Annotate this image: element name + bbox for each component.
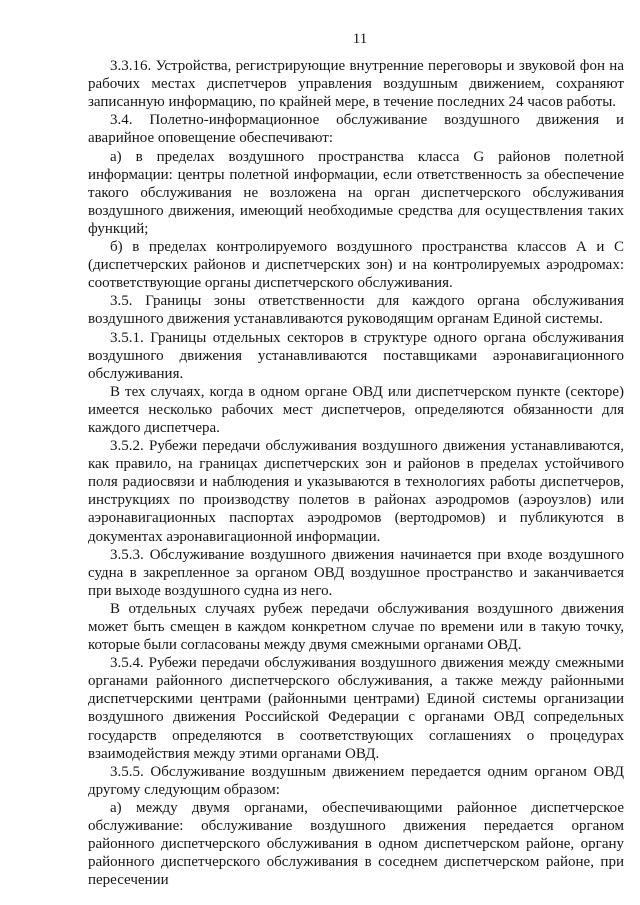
- paragraph-3-4-a: а) в пределах воздушного пространства класса G районов полетной информации: центры полетной информации, если ответственность за обеспечение такого обслуживания не возложена на орган диспетчерского обслуживания воздушного движения, имеющий необходимые средства для осуществления таких функций;: [88, 148, 624, 237]
- paragraph-3-5-3: 3.5.3. Обслуживание воздушного движения начинается при входе воздушного судна в закрепленное за органом ОВД воздушное пространство и заканчивается при выходе воздушного судна из него.: [88, 546, 624, 599]
- paragraph-3-5-4: 3.5.4. Рубежи передачи обслуживания воздушного движения между смежными органами районного диспетчерского обслуживания, а также между районными диспетчерскими центрами (районными центрами) Единой системы организации воздушного движения Российской Федерации с органами ОВД сопредельных государств определяются в соответствующих соглашениях о процедурах взаимодействия между этими органами ОВД.: [88, 655, 624, 762]
- paragraph-3-5-5: 3.5.5. Обслуживание воздушным движением передается одним органом ОВД другому следующим образом:: [88, 763, 624, 798]
- page-number: 11: [352, 31, 368, 47]
- paragraph-3-3-16: 3.3.16. Устройства, регистрирующие внутренние переговоры и звуковой фон на рабочих местах диспетчеров управления воздушным движением, сохраняют записанную информацию, по крайней мере, в течение последних 24 часов работы.: [88, 58, 624, 111]
- paragraph-3-4-b: б) в пределах контролируемого воздушного пространства классов А и С (диспетчерских районов и диспетчерских зон) и на контролируемых аэродромах: соответствующие органы диспетчерского обслуживания.: [88, 239, 624, 292]
- paragraph-3-5: 3.5. Границы зоны ответственности для каждого органа обслуживания воздушного движения устанавливаются руководящим органам Единой системы.: [88, 293, 624, 328]
- paragraph-3-5-1-continued: В тех случаях, когда в одном органе ОВД или диспетчерском пункте (секторе) имеется несколько рабочих мест диспетчеров, определяются обязанности для каждого диспетчера.: [88, 383, 624, 436]
- paragraph-3-5-3-continued: В отдельных случаях рубеж передачи обслуживания воздушного движения может быть смещен в каждом конкретном случае по времени или в такую точку, которые были согласованы между двумя смежными органами ОВД.: [88, 600, 624, 654]
- paragraph-3-4: 3.4. Полетно-информационное обслуживание воздушного движения и аварийное оповещение обеспечивают:: [88, 112, 624, 147]
- paragraph-3-5-2: 3.5.2. Рубежи передачи обслуживания воздушного движения устанавливаются, как правило, на границах диспетчерских зон и районов в пределах устойчивого поля радиосвязи и наблюдения и указываются в технологиях работы диспетчеров, инструкциях по производству полетов в районах аэродромов (аэроузлов) или аэронавигационных паспортах аэродромов (вертодромов) и публикуются в документах аэронавигационной информации.: [88, 438, 624, 545]
- paragraph-3-5-1: 3.5.1. Границы отдельных секторов в структуре одного органа обслуживания воздушного движения устанавливаются поставщиками аэронавигационного обслуживания.: [88, 329, 624, 382]
- paragraph-3-5-5-a: а) между двумя органами, обеспечивающими районное диспетчерское обслуживание: обслуживание воздушного движения передается органом районного диспетчерского обслуживания в одном диспетчерском районе, органу районного диспетчерского обслуживания в соседнем диспетчерском районе, при пересечении: [88, 799, 624, 889]
